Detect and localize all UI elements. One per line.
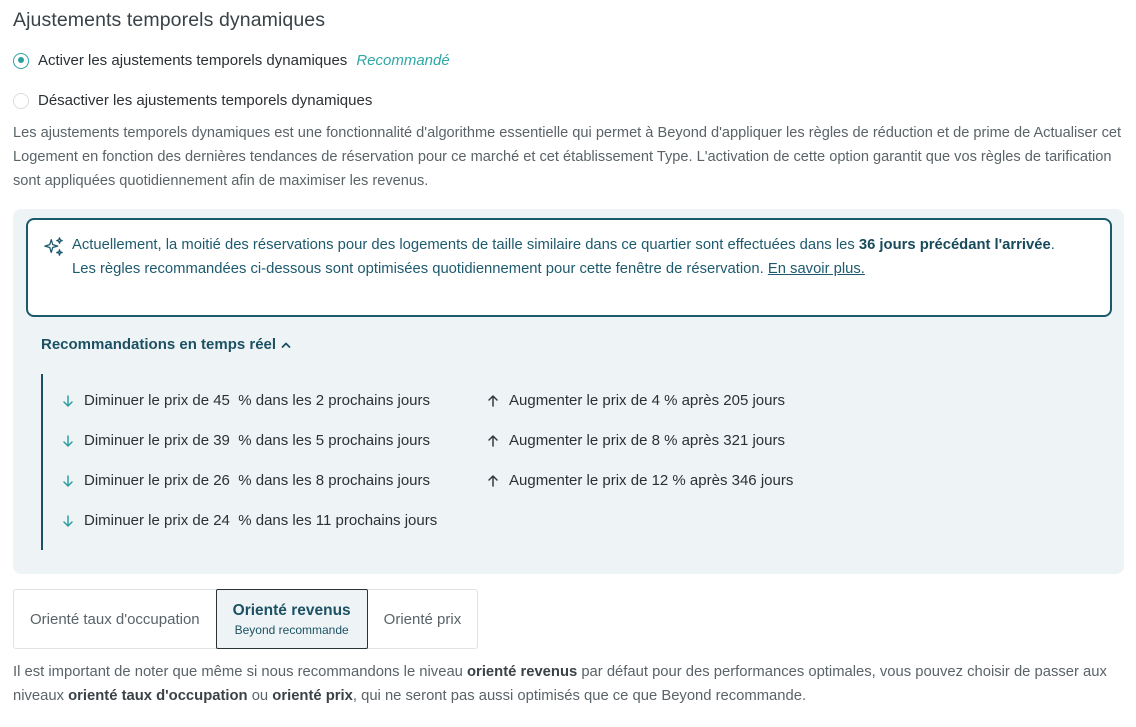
recommendations-list [41,374,861,550]
disable-radio[interactable] [13,93,29,109]
arrow-down-icon [61,474,75,488]
arrow-down-icon [61,514,75,528]
level-occupancy-button[interactable] [14,590,216,648]
insight-highlight: 36 jours précédant l'arrivée [858,237,1051,253]
decrease-rule: Diminuer le prix de 26 % dans les 8 prochains jours [61,472,430,489]
insight-line-2: Les règles recommandées ci-dessous sont optimisées quotidiennement pour cette fenêtre de réservation. En savoir plus. [72,261,865,277]
enable-radio[interactable] [13,53,29,69]
disable-label: Désactiver les ajustements temporels dynamiques [38,92,373,109]
recommendations-panel [13,209,1124,574]
section-title: Ajustements temporels dynamiques [13,9,326,31]
level-revenue-label: Orienté revenus [232,601,351,619]
recommendations-toggle-label: Recommandations en temps réel [41,336,277,353]
learn-more-link[interactable]: En savoir plus. [767,261,865,277]
chevron-up-icon [280,339,292,351]
recommended-tag: Recommandé [356,52,450,69]
arrow-down-icon [61,394,75,408]
arrow-down-icon [61,434,75,448]
decrease-rule: Diminuer le prix de 24 % dans les 11 prochains jours [61,512,437,529]
strategy-level-selector [13,589,478,649]
increase-rule: Augmenter le prix de 4 % après 205 jours [486,392,785,409]
arrow-up-icon [486,394,500,408]
enable-option[interactable] [13,52,450,69]
decrease-rule: Diminuer le prix de 45 % dans les 2 prochains jours [61,392,430,409]
decrease-rule: Diminuer le prix de 39 % dans les 5 prochains jours [61,432,430,449]
increase-rule: Augmenter le prix de 8 % après 321 jours [486,432,785,449]
arrow-up-icon [486,474,500,488]
booking-window-insight [26,218,1112,317]
level-revenue-button[interactable] [216,589,368,649]
feature-description: Les ajustements temporels dynamiques est une fonctionnalité d'algorithme essentielle qui permet à Beyond d'appliquer les règles de réduction et de prime de Actualiser cet Logement en fonction des dernières tendances de réservation pour ce marché et cet établissement Type. L'activation de cette option garantit que vos règles de tarification sont appliquées quotidiennement afin de maximiser les revenus. [13,125,1122,189]
insight-line-1: Actuellement, la moitié des réservations pour des logements de taille similaire dans ce quartier sont effectuées dans les 36 jours précédant l'arrivée. [72,237,1055,253]
disable-option[interactable] [13,92,372,109]
level-note: Il est important de noter que même si nous recommandons le niveau orienté revenus par défaut pour des performances optimales, vous pouvez choisir de passer aux niveaux orienté taux d'occupation ou orienté prix, qui ne seront pas aussi optimisés que ce que Beyond recommande. [13,664,1107,704]
arrow-up-icon [486,434,500,448]
level-price-button[interactable] [368,590,478,648]
level-occupancy-label: Orienté taux d'occupation [30,610,200,628]
sparkle-icon [43,236,65,258]
level-price-label: Orienté prix [383,610,462,628]
level-revenue-sublabel: Beyond recommande [234,622,349,637]
realtime-recommendations-toggle[interactable] [41,336,292,353]
increase-rule: Augmenter le prix de 12 % après 346 jours [486,472,793,489]
enable-label: Activer les ajustements temporels dynamiques [38,52,348,69]
